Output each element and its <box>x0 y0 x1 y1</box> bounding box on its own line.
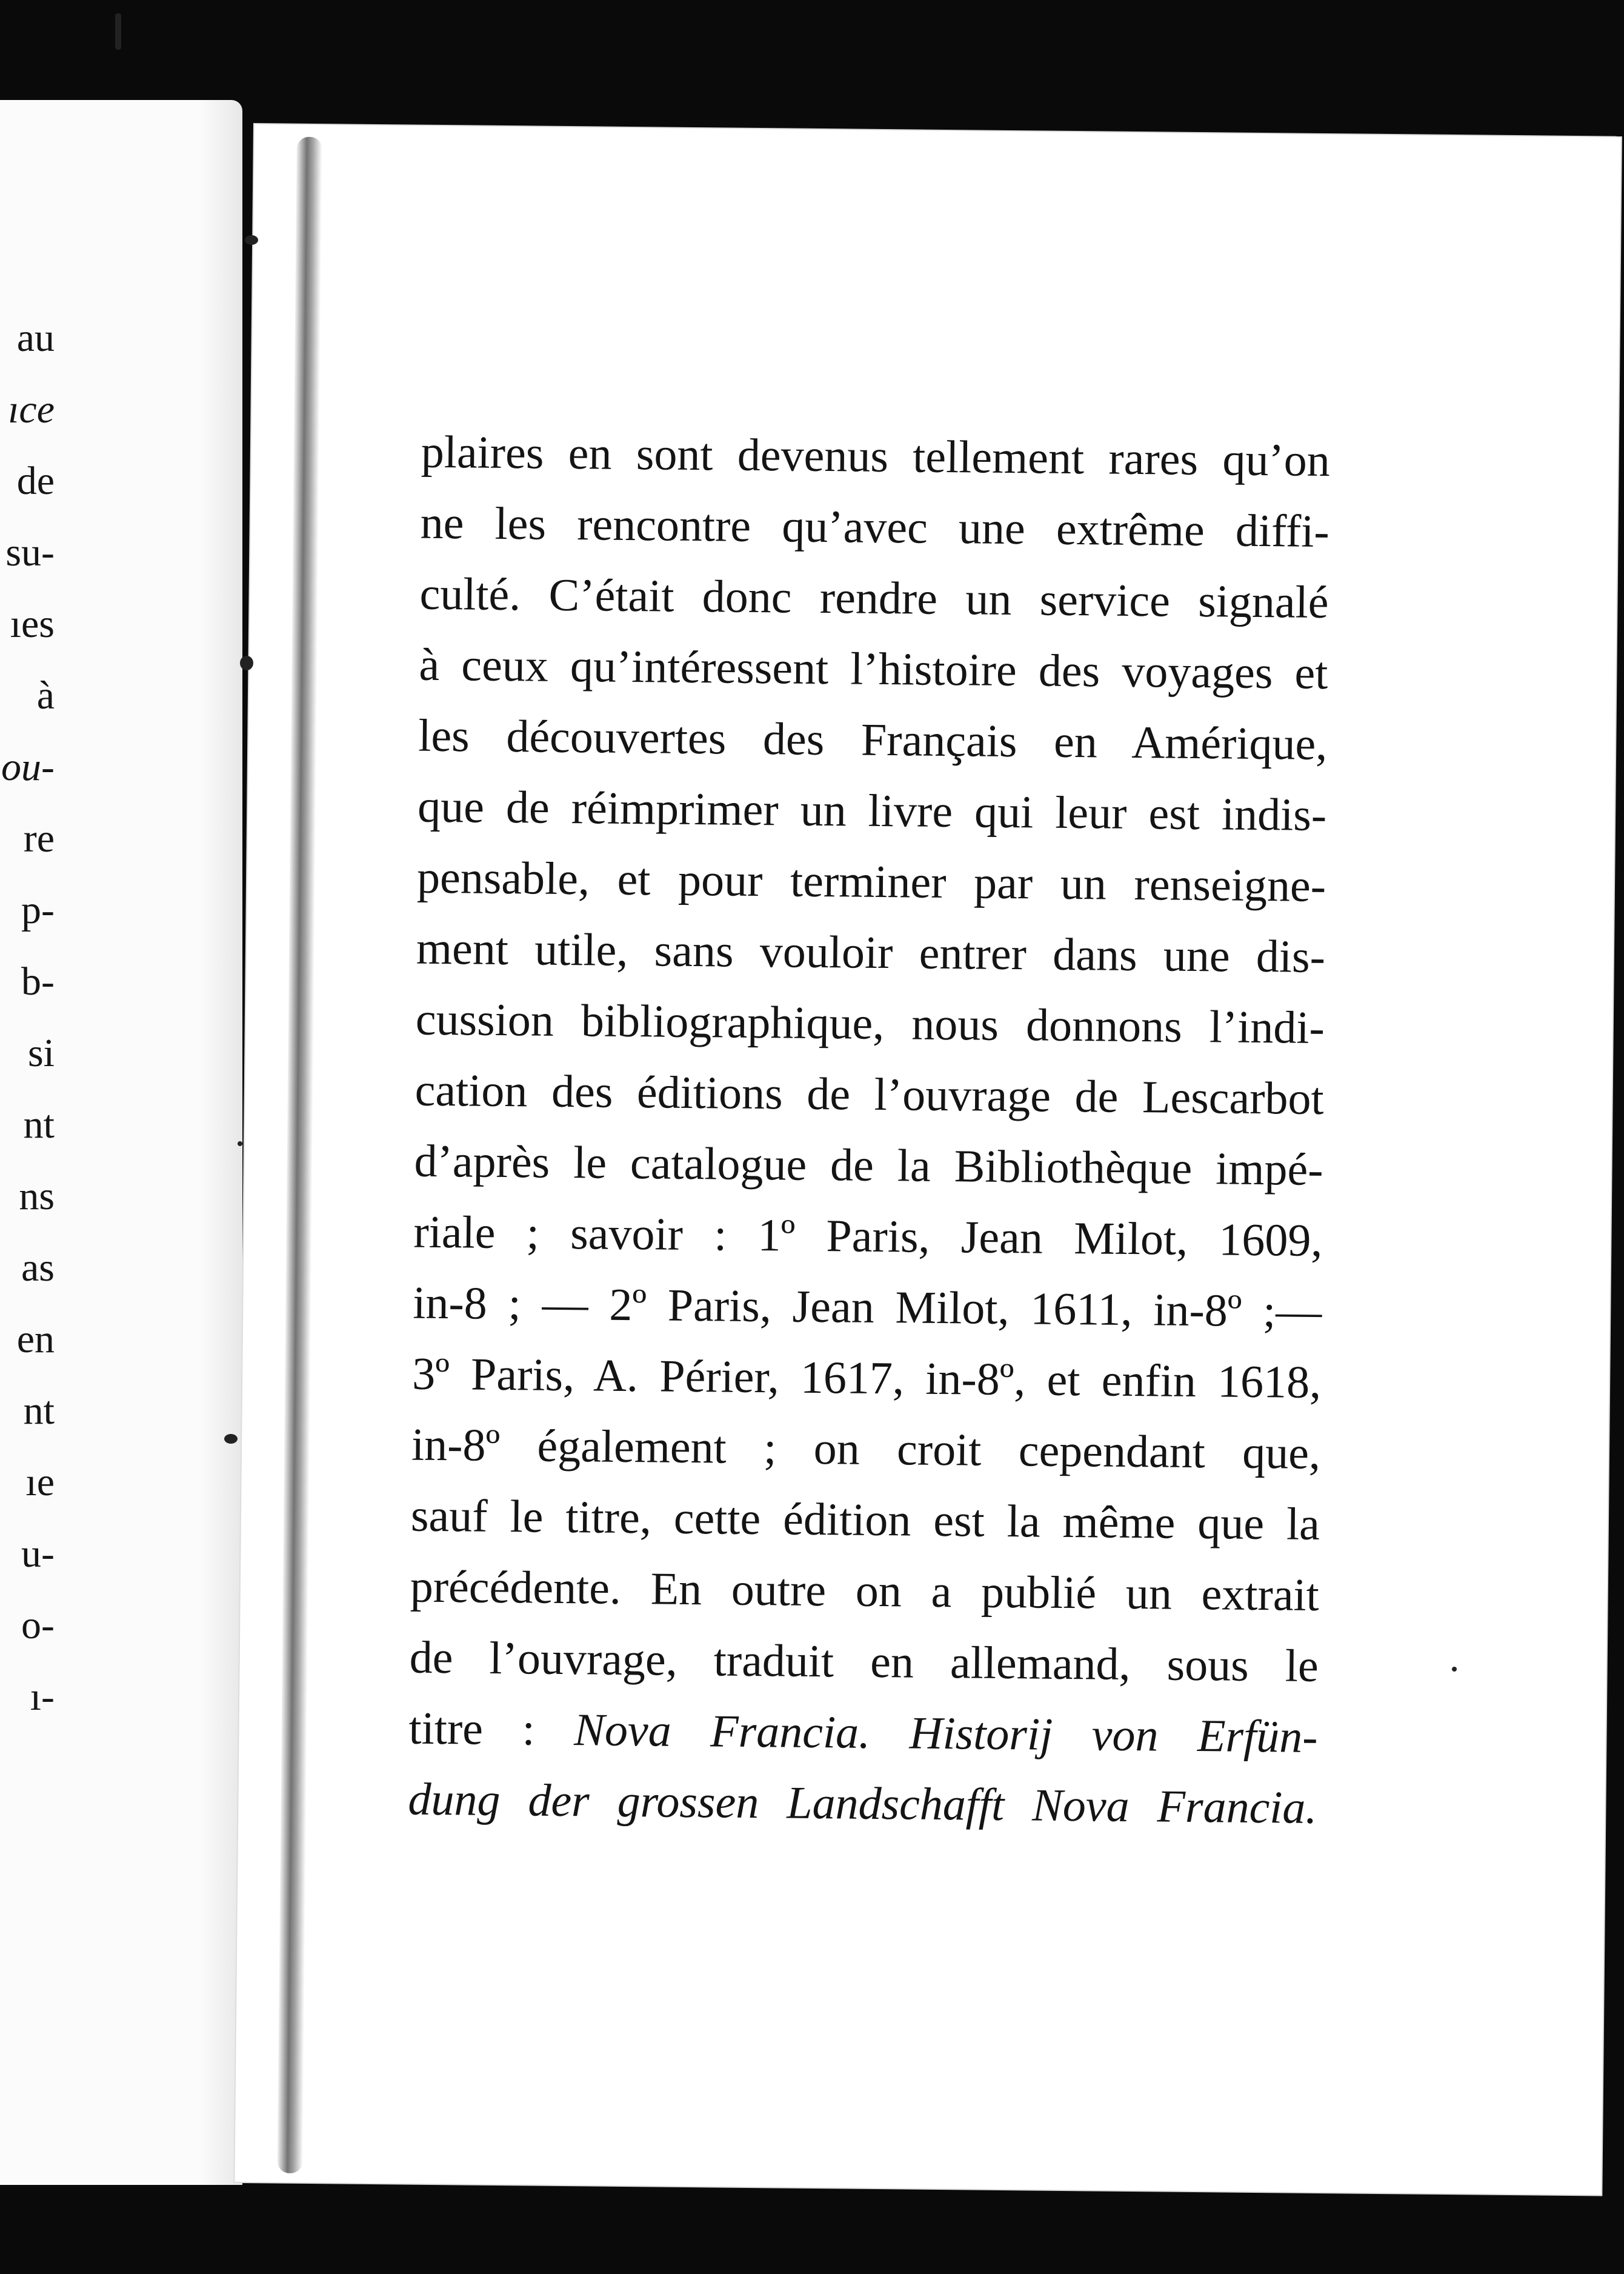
scan-speck <box>224 1434 238 1444</box>
text-line: 3º Paris, A. Périer, 1617, in-8º, et enfin 1618, <box>411 1348 1322 1408</box>
left-page-edge-shadow <box>200 100 242 2185</box>
left-page-line: ı- <box>30 1675 55 1719</box>
left-page-line: nt <box>23 1102 55 1147</box>
text-line: pensable, et pour terminer par un renseigne- <box>416 852 1326 912</box>
left-page-line: p- <box>21 888 55 932</box>
left-page-line: de <box>16 459 55 503</box>
page-gutter-shadow <box>278 137 322 2173</box>
text-line-title <box>408 1693 1318 1773</box>
text-line: riale ; savoir : 1º Paris, Jean Milot, 1609, <box>413 1206 1323 1267</box>
left-page-line: as <box>21 1245 55 1290</box>
text-line: cation des éditions de l’ouvrage de Lescarbot <box>414 1064 1325 1125</box>
scan-speck <box>1452 1667 1457 1672</box>
text-line: in-8º également ; on croit cependant que, <box>411 1419 1321 1479</box>
left-page-line: ns <box>19 1174 55 1218</box>
text-line: in-8 ; — 2º Paris, Jean Milot, 1611, in-8º ;— <box>412 1277 1322 1337</box>
left-page-line: u- <box>21 1532 55 1576</box>
body-text <box>408 417 1330 1844</box>
left-page-line: b- <box>21 959 55 1004</box>
text-line: d’après le catalogue de la Bibliothèque impé- <box>414 1135 1323 1196</box>
left-page-line: o- <box>21 1603 55 1647</box>
text-line: sauf le titre, cette édition est la même que la <box>410 1490 1320 1550</box>
left-page-line: si <box>27 1031 55 1075</box>
left-page-line: su- <box>5 530 55 575</box>
left-page-line: à <box>36 673 55 718</box>
left-page-fragment <box>0 100 242 2185</box>
text-line: précédente. En outre on a publié un extrait <box>410 1561 1320 1621</box>
text-line: à ceux qu’intéressent l’histoire des voyages et <box>419 639 1328 699</box>
text-line: plaires en sont devenus tellement rares qu’on <box>421 426 1331 487</box>
text-line: ment utile, sans vouloir entrer dans une dis- <box>416 922 1326 983</box>
text-line: cussion bibliographique, nous donnons l’indi- <box>415 993 1325 1054</box>
title-prefix: titre : <box>408 1702 574 1756</box>
text-line: que de réimprimer un livre qui leur est indis- <box>417 781 1327 841</box>
left-page-line: ou- <box>1 745 55 789</box>
text-line: ne les rencontre qu’avec une extrême diffi- <box>420 497 1330 558</box>
scan-speck <box>240 656 253 670</box>
left-page-line: en <box>16 1317 55 1361</box>
left-page-line: au <box>16 316 55 360</box>
left-page-line: ıes <box>10 602 55 646</box>
scan-speck <box>238 1141 242 1146</box>
left-page-line: re <box>23 816 55 861</box>
italic-title-part-2: dung der grossen Landschafft Nova Francia. <box>408 1773 1317 1833</box>
scan-speck <box>115 13 121 50</box>
text-line: les découvertes des Français en Amérique, <box>418 710 1328 770</box>
left-page-line: ıe <box>25 1460 55 1504</box>
text-line: de l’ouvrage, traduit en allemand, sous le <box>409 1632 1319 1692</box>
text-line: culté. C’était donc rendre un service signalé <box>419 568 1329 629</box>
italic-title-part-1: Nova Francia. Historij von Erfün- <box>573 1704 1318 1762</box>
scan-speck <box>245 235 258 245</box>
left-page-line: ıce <box>8 387 55 432</box>
right-page <box>235 124 1620 2195</box>
left-page-line: nt <box>23 1389 55 1433</box>
